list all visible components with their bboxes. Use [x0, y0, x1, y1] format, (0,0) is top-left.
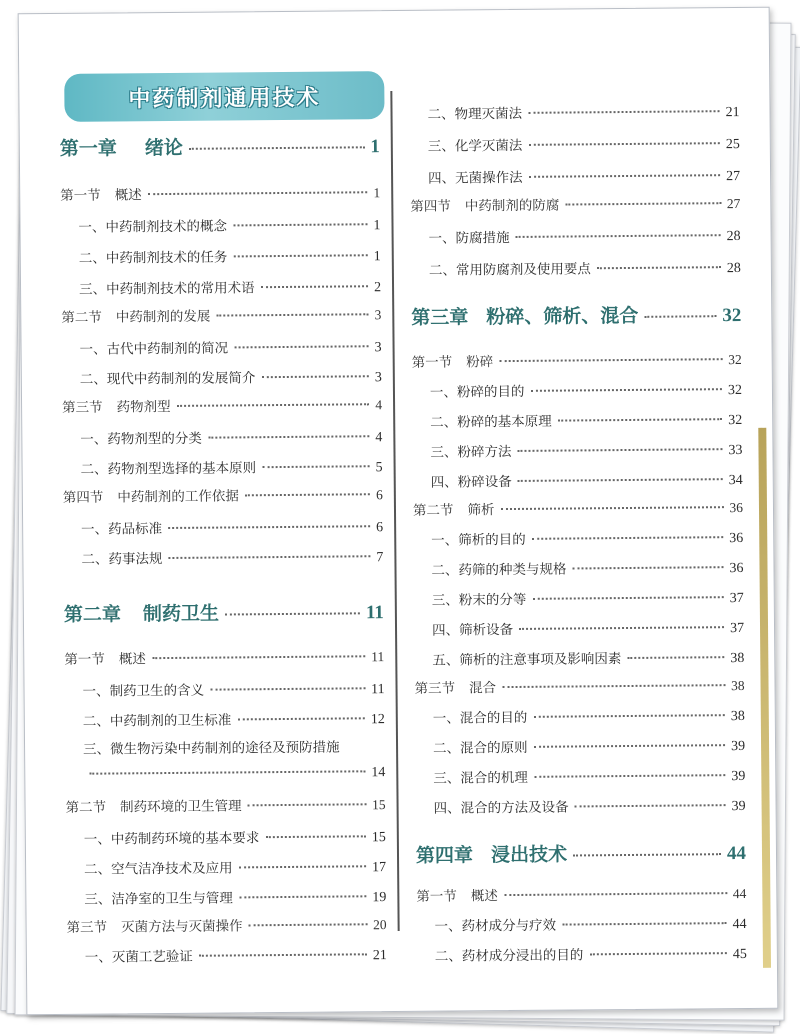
page-number: 38	[730, 650, 745, 667]
page-number: 15	[371, 830, 386, 846]
page-number: 4	[375, 397, 383, 413]
leader-dots	[261, 285, 369, 288]
leader-dots	[558, 418, 723, 421]
leader-dots	[532, 596, 724, 600]
column-divider	[390, 91, 399, 931]
toc-section[interactable]	[64, 645, 384, 668]
leader-dots	[575, 804, 726, 807]
page-number: 11	[371, 649, 385, 665]
leader-dots	[529, 174, 721, 178]
item-title: 一、中药制剂技术的概念	[78, 218, 228, 236]
leader-dots	[168, 555, 370, 559]
leader-dots	[261, 375, 369, 378]
toc-item[interactable]	[62, 425, 382, 449]
toc-item[interactable]	[417, 912, 747, 936]
section-title: 概述	[470, 888, 498, 905]
toc-section[interactable]	[416, 882, 746, 905]
item-title: 一、灭菌工艺验证	[84, 948, 193, 966]
page-number: 39	[731, 738, 746, 755]
item-title: 二、中药制剂的卫生标准	[82, 712, 232, 730]
item-title: 三、中药制剂技术的常用术语	[78, 280, 255, 298]
leader-dots	[234, 345, 369, 348]
leader-dots	[262, 465, 370, 468]
item-title: 一、粉碎的目的	[429, 383, 525, 401]
toc-item[interactable]	[413, 556, 743, 580]
page-number: 5	[375, 460, 383, 476]
toc-item[interactable]	[411, 224, 741, 248]
leader-dots	[504, 892, 727, 896]
page-number: 12	[370, 712, 385, 728]
section-number: 第二节	[61, 309, 102, 326]
leader-dots	[500, 506, 723, 510]
leader-dots	[152, 655, 366, 659]
chapter-number: 第二章	[63, 603, 122, 626]
item-title: 二、粉碎的基本原理	[430, 413, 552, 431]
item-title: 四、粉碎设备	[430, 474, 512, 491]
leader-dots	[208, 435, 370, 438]
leader-dots	[502, 684, 725, 688]
item-title: 二、药事法规	[81, 551, 163, 568]
page-number: 11	[365, 602, 384, 624]
toc-right-column	[409, 88, 747, 965]
toc-section[interactable]	[414, 674, 744, 697]
toc-item[interactable]	[63, 545, 383, 569]
page-number: 19	[372, 890, 387, 906]
leader-dots	[627, 656, 724, 659]
toc-item-continuation[interactable]	[65, 765, 385, 784]
section-number: 第四节	[410, 198, 451, 215]
section-title: 制药环境的卫生管理	[120, 798, 242, 816]
page-number: 44	[726, 842, 747, 865]
leader-dots	[148, 191, 368, 195]
toc-section[interactable]	[61, 303, 381, 326]
leader-dots	[534, 744, 726, 748]
item-title: 二、现代中药制剂的发展简介	[79, 370, 256, 388]
toc-item[interactable]	[66, 885, 386, 909]
toc-section[interactable]	[412, 348, 742, 371]
page-number: 32	[728, 351, 742, 368]
item-title: 三、化学灭菌法	[427, 137, 523, 155]
item-title: 一、制药卫生的含义	[82, 682, 205, 700]
toc-item[interactable]	[412, 378, 742, 402]
section-number: 第一节	[416, 888, 457, 905]
chapter-title: 绪论	[144, 136, 183, 160]
item-title: 二、常用防腐剂及使用要点	[428, 261, 591, 279]
chapter-number: 第三章	[411, 306, 469, 329]
item-title: 一、混合的目的	[432, 709, 528, 727]
toc-item[interactable]	[66, 855, 386, 879]
page-number: 3	[374, 307, 382, 323]
page-number: 39	[731, 768, 746, 785]
toc-item[interactable]	[63, 455, 383, 479]
item-title: 三、微生物污染中药制剂的途径及预防措施	[83, 739, 340, 758]
toc-item[interactable]	[413, 526, 743, 550]
chapter-number: 第四章	[415, 844, 474, 867]
leader-dots	[565, 202, 721, 205]
item-title: 二、空气洁净技术及应用	[84, 860, 233, 878]
page-number: 20	[373, 917, 387, 933]
leader-dots	[189, 146, 364, 150]
page-number: 3	[374, 340, 382, 356]
item-title: 四、无菌操作法	[428, 169, 523, 187]
leader-dots	[225, 612, 360, 615]
toc-item[interactable]	[61, 335, 381, 359]
page-number: 1	[373, 249, 381, 265]
leader-dots	[532, 536, 724, 540]
toc-item[interactable]	[410, 132, 740, 156]
toc-item[interactable]	[415, 734, 745, 758]
toc-item[interactable]	[67, 943, 387, 967]
item-title: 二、混合的原则	[433, 739, 528, 757]
toc-item[interactable]	[61, 244, 381, 268]
item-title: 三、混合的机理	[433, 769, 528, 787]
leader-dots	[233, 223, 368, 226]
page-number: 36	[729, 499, 744, 516]
toc-chapter[interactable]	[411, 300, 741, 330]
toc-chapter[interactable]	[64, 597, 384, 627]
leader-dots	[199, 953, 367, 956]
leader-dots	[248, 803, 367, 806]
toc-page	[18, 7, 779, 1016]
leader-dots	[572, 566, 723, 569]
page-number: 14	[371, 765, 386, 781]
item-title: 一、防腐措施	[428, 230, 510, 247]
page-number: 28	[726, 228, 741, 245]
section-number: 第一节	[411, 354, 453, 371]
section-number: 第一节	[60, 187, 101, 204]
page-number: 27	[726, 196, 741, 212]
leader-dots	[530, 388, 722, 392]
section-number: 第三节	[66, 919, 108, 936]
toc-section[interactable]	[410, 192, 740, 215]
leader-dots	[239, 895, 367, 898]
toc-section[interactable]	[65, 793, 385, 816]
leader-dots	[216, 313, 368, 316]
leader-dots	[499, 358, 722, 362]
leader-dots	[519, 626, 724, 630]
item-title: 五、筛析的注意事项及影响因素	[432, 651, 622, 669]
page-number: 1	[373, 185, 381, 201]
leader-dots	[233, 254, 368, 257]
leader-dots	[528, 142, 720, 146]
toc-item[interactable]	[415, 764, 745, 788]
toc-section[interactable]	[413, 496, 743, 519]
page-number: 36	[729, 530, 744, 547]
leader-dots	[528, 110, 720, 114]
toc-item[interactable]	[64, 677, 384, 701]
page-number: 44	[732, 885, 747, 902]
toc-section[interactable]	[60, 181, 380, 204]
chapter-title: 浸出技术	[490, 843, 568, 867]
chapter-title: 制药卫生	[142, 602, 220, 626]
page-number: 32	[722, 304, 742, 327]
toc-item[interactable]	[65, 707, 385, 731]
leader-dots	[597, 266, 721, 269]
page-number: 33	[728, 442, 743, 459]
item-title: 二、物理灭菌法	[427, 105, 523, 123]
toc-item[interactable]	[60, 213, 380, 237]
page-number: 6	[376, 520, 384, 536]
toc-chapter[interactable]	[60, 131, 380, 161]
page-number: 21	[725, 105, 740, 121]
section-title: 药物剂型	[116, 398, 171, 416]
page-number: 6	[376, 487, 383, 503]
item-title: 二、药筛的种类与规格	[431, 561, 567, 579]
page-number: 36	[729, 560, 744, 577]
page-edge	[758, 428, 771, 968]
leader-dots	[534, 774, 726, 778]
leader-dots	[562, 922, 727, 925]
item-title: 一、药材成分与疗效	[434, 917, 557, 935]
item-title: 二、药材成分浸出的目的	[434, 947, 584, 965]
toc-chapter[interactable]	[416, 838, 746, 868]
toc-item[interactable]	[414, 586, 744, 610]
leader-dots	[265, 835, 366, 838]
leader-dots	[644, 315, 716, 318]
page-number: 44	[732, 916, 747, 933]
toc-item[interactable]	[414, 616, 744, 640]
toc-item[interactable]	[62, 365, 382, 389]
page-number: 11	[371, 682, 385, 698]
page-number: 32	[728, 412, 743, 429]
page-number: 3	[374, 370, 382, 386]
item-title: 一、药物剂型的分类	[80, 430, 202, 448]
leader-dots	[237, 717, 365, 720]
page-number: 38	[730, 677, 745, 694]
page-number: 25	[725, 137, 740, 153]
page-number: 4	[375, 430, 383, 446]
toc-item[interactable]	[414, 646, 744, 670]
section-number: 第四节	[62, 489, 104, 506]
leader-dots	[168, 525, 370, 529]
toc-item[interactable]	[409, 100, 739, 124]
item-title: 一、筛析的目的	[431, 531, 526, 549]
toc-item[interactable]	[413, 468, 743, 492]
toc-item[interactable]	[412, 408, 742, 432]
section-title: 中药制剂的防腐	[464, 197, 560, 215]
item-title: 四、筛析设备	[431, 622, 514, 639]
section-number: 第一节	[64, 651, 105, 668]
page-number: 34	[728, 472, 743, 489]
page-number: 37	[729, 620, 745, 637]
leader-dots	[89, 770, 365, 774]
toc-item[interactable]	[417, 942, 747, 966]
leader-dots	[533, 714, 725, 718]
item-title: 一、古代中药制剂的简况	[79, 340, 229, 358]
page-number: 28	[726, 260, 741, 277]
page-number: 39	[731, 798, 746, 815]
leader-dots	[516, 234, 721, 238]
toc-section[interactable]	[67, 913, 387, 936]
toc-left-column	[59, 131, 387, 966]
item-title: 三、粉碎方法	[430, 444, 512, 461]
toc-item[interactable]	[410, 164, 740, 188]
item-title: 一、中药制药环境的基本要求	[83, 830, 260, 848]
item-title: 二、药物剂型选择的基本原则	[80, 460, 257, 478]
page-number: 21	[372, 948, 387, 964]
page-number: 15	[371, 797, 386, 813]
toc-section[interactable]	[62, 393, 382, 416]
leader-dots	[245, 493, 370, 496]
page-number: 37	[729, 590, 744, 607]
leader-dots	[249, 923, 368, 926]
leader-dots	[517, 448, 722, 452]
toc-item[interactable]	[61, 275, 381, 299]
page-number: 7	[376, 550, 384, 566]
toc-section[interactable]	[63, 483, 383, 506]
page-number: 17	[372, 860, 387, 876]
section-title: 概述	[114, 187, 142, 204]
page-number: 32	[727, 382, 743, 399]
section-number: 第三节	[62, 399, 103, 416]
page-number: 38	[730, 708, 745, 725]
page-number: 45	[732, 946, 747, 963]
page-number: 1	[370, 136, 380, 158]
section-title: 中药制剂的发展	[115, 308, 211, 326]
page-number: 27	[726, 169, 741, 185]
item-title: 一、药品标准	[81, 521, 163, 538]
chapter-number: 第一章	[59, 137, 117, 160]
chapter-title: 粉碎、筛析、混合	[486, 304, 639, 329]
toc-item[interactable]	[412, 438, 742, 462]
section-title: 粉碎	[466, 354, 494, 371]
toc-item[interactable]	[411, 256, 741, 280]
page-number: 1	[373, 218, 381, 234]
leader-dots	[210, 687, 365, 690]
section-title: 中药制剂的工作依据	[117, 488, 239, 506]
item-title: 二、中药制剂技术的任务	[78, 249, 228, 267]
book-title-banner: 中药制剂通用技术	[64, 71, 384, 122]
item-title: 三、粉末的分等	[431, 591, 527, 609]
toc-item-wrapped-title[interactable]	[65, 735, 385, 758]
section-number: 第二节	[65, 799, 107, 816]
section-title: 筛析	[467, 502, 495, 519]
section-title: 概述	[118, 651, 146, 668]
section-title: 灭菌方法与灭菌操作	[121, 918, 243, 936]
toc-item[interactable]	[415, 704, 745, 728]
leader-dots	[589, 952, 727, 955]
page-number: 2	[373, 280, 382, 296]
leader-dots	[573, 853, 721, 856]
toc-item[interactable]	[63, 515, 383, 539]
toc-item[interactable]	[66, 825, 386, 849]
leader-dots	[518, 478, 723, 482]
section-number: 第三节	[414, 680, 456, 697]
item-title: 三、洁净室的卫生与管理	[84, 890, 233, 908]
section-title: 混合	[468, 680, 497, 697]
item-title: 四、混合的方法及设备	[433, 799, 569, 817]
section-number: 第二节	[412, 502, 454, 519]
leader-dots	[239, 865, 367, 868]
leader-dots	[177, 403, 370, 407]
toc-item[interactable]	[415, 794, 745, 818]
